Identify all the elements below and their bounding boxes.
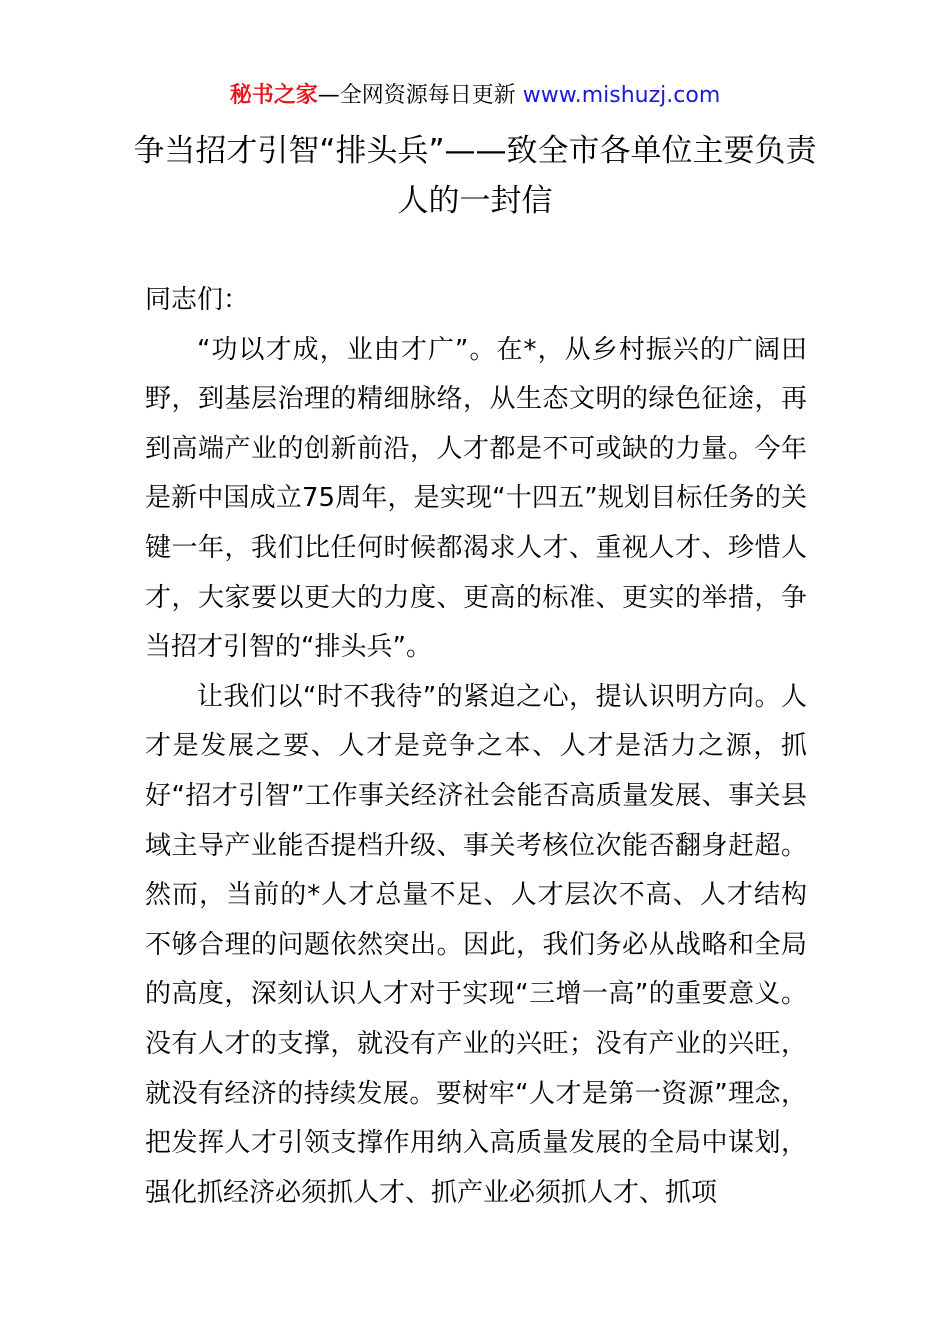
site-header (0, 80, 950, 112)
site-brand: 秘书之家 (229, 83, 318, 108)
site-url-link[interactable]: www.mishuzj.com (522, 83, 721, 108)
salutation: 同志们： (145, 285, 250, 315)
document-title: 争当招才引智“排头兵”——致全市各单位主要负责人的一封信 (133, 133, 817, 219)
site-tagline: —全网资源每日更新 (317, 83, 516, 108)
body-paragraph: “功以才成，业由才广”。在*，从乡村振兴的广阔田野，到基层治理的精细脉络，从生态文明的绿色征途，再到高端产业的创新前沿，人才都是不可或缺的力量。今年是新中国成立75周年，是实现“十四五”规划目标任务的关键一年，我们比任何时候都渴求人才、重视人才、珍惜人才，大家要以更大的力度、更高的标准、更实的举措，争当招才引智的“排头兵”。 (145, 334, 807, 663)
document-body (145, 276, 807, 1218)
body-paragraph: 让我们以“时不我待”的紧迫之心，提认识明方向。人才是发展之要、人才是竞争之本、人才是活力之源，抓好“招才引智”工作事关经济社会能否高质量发展、事关县域主导产业能否提档升级、事关考核位次能否翻身赶超。然而，当前的*人才总量不足、人才层次不高、人才结构不够合理的问题依然突出。因此，我们务必从战略和全局的高度，深刻认识人才对于实现“三增一高”的重要意义。没有人才的支撑，就没有产业的兴旺；没有产业的兴旺，就没有经济的持续发展。要树牢“人才是第一资源”理念，把发挥人才引领支撑作用纳入高质量发展的全局中谋划，强化抓经济必须抓人才、抓产业必须抓人才、抓项 (145, 681, 807, 1208)
